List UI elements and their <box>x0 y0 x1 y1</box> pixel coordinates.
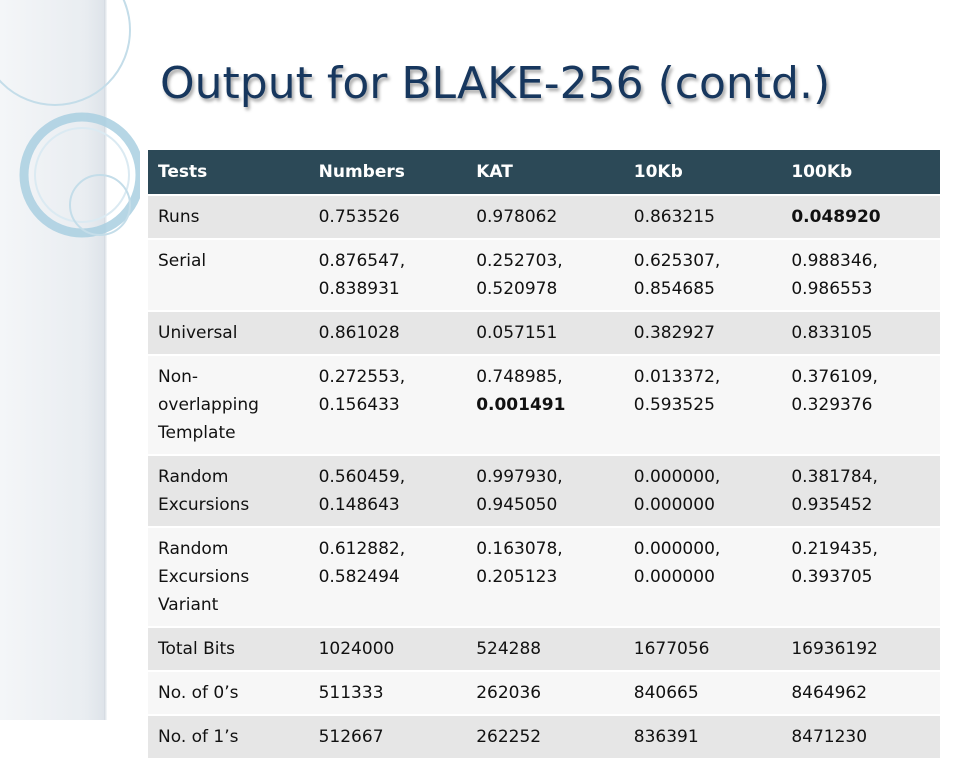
cell-10kb <box>624 311 782 355</box>
cell-line: 0.748985, <box>476 367 563 387</box>
table-row <box>148 239 940 311</box>
cell-line: 0.978062 <box>476 207 558 227</box>
cell-line: 0.863215 <box>633 207 715 227</box>
cell-100kb <box>781 311 940 355</box>
cell-line: Excursions <box>158 495 250 515</box>
cell-line: 0.252703, <box>476 251 563 271</box>
cell-line: 836391 <box>633 727 699 747</box>
cell-10kb <box>624 455 782 527</box>
cell-line: Variant <box>158 595 219 615</box>
cell-line: 0.163078, <box>476 539 563 559</box>
table-row <box>148 527 940 627</box>
cell-test <box>148 195 309 239</box>
cell-numbers <box>309 239 467 311</box>
cell-line-bold: 0.048920 <box>791 207 881 227</box>
cell-test <box>148 355 309 455</box>
cell-line: 0.156433 <box>318 395 400 415</box>
header-100kb: 100Kb <box>781 150 940 195</box>
cell-line: 512667 <box>318 727 384 747</box>
table-header-row <box>148 150 940 195</box>
cell-numbers <box>309 355 467 455</box>
cell-line: 0.997930, <box>476 467 563 487</box>
table-row <box>148 455 940 527</box>
cell-line: 0.612882, <box>318 539 406 559</box>
cell-test <box>148 455 309 527</box>
cell-test <box>148 311 309 355</box>
cell-numbers <box>309 527 467 627</box>
cell-line: 840665 <box>633 683 699 703</box>
cell-numbers <box>309 627 467 671</box>
cell-line: 0.833105 <box>791 323 873 343</box>
cell-100kb <box>781 627 940 671</box>
cell-line: 0.986553 <box>791 279 873 299</box>
cell-kat <box>466 455 624 527</box>
table-row <box>148 195 940 239</box>
table-row <box>148 311 940 355</box>
cell-numbers <box>309 715 467 758</box>
cell-10kb <box>624 627 782 671</box>
cell-line: 0.000000, <box>633 467 721 487</box>
cell-numbers <box>309 195 467 239</box>
cell-10kb <box>624 195 782 239</box>
cell-100kb <box>781 355 940 455</box>
cell-line: No. of 1’s <box>158 727 239 747</box>
cell-line: No. of 0’s <box>158 683 239 703</box>
table-row <box>148 715 940 758</box>
cell-line: 511333 <box>318 683 384 703</box>
cell-test <box>148 715 309 758</box>
cell-kat <box>466 627 624 671</box>
cell-kat <box>466 355 624 455</box>
cell-line: 0.861028 <box>318 323 400 343</box>
cell-line: 0.329376 <box>791 395 873 415</box>
results-table <box>148 150 940 758</box>
header-kat: KAT <box>466 150 624 195</box>
cell-10kb <box>624 715 782 758</box>
cell-test <box>148 527 309 627</box>
cell-line: 0.935452 <box>791 495 873 515</box>
cell-kat <box>466 311 624 355</box>
cell-line: 0.393705 <box>791 567 873 587</box>
cell-line: 0.625307, <box>633 251 721 271</box>
cell-line: 0.838931 <box>318 279 400 299</box>
cell-line: Universal <box>158 323 238 343</box>
cell-numbers <box>309 311 467 355</box>
decorative-circles <box>0 0 140 300</box>
cell-numbers <box>309 455 467 527</box>
cell-line: 0.382927 <box>633 323 715 343</box>
cell-line: 0.582494 <box>318 567 400 587</box>
cell-line: 262252 <box>476 727 542 747</box>
cell-line: 0.376109, <box>791 367 878 387</box>
cell-line: Total Bits <box>158 639 236 659</box>
decorative-ring-inner <box>35 128 129 222</box>
cell-line: 0.988346, <box>791 251 878 271</box>
cell-line: 1024000 <box>318 639 395 659</box>
cell-line: Random <box>158 539 229 559</box>
cell-line: 0.753526 <box>318 207 400 227</box>
cell-line: 8471230 <box>791 727 868 747</box>
cell-line: 0.205123 <box>476 567 558 587</box>
cell-100kb <box>781 715 940 758</box>
cell-line: 0.876547, <box>318 251 406 271</box>
cell-test <box>148 239 309 311</box>
cell-100kb <box>781 455 940 527</box>
cell-line: 0.381784, <box>791 467 878 487</box>
cell-10kb <box>624 355 782 455</box>
cell-line: 0.148643 <box>318 495 400 515</box>
decorative-ring-thick <box>24 117 140 233</box>
cell-line: 0.000000 <box>633 567 715 587</box>
cell-line: 524288 <box>476 639 542 659</box>
decorative-ring-large <box>0 0 130 105</box>
table-body <box>148 195 940 758</box>
cell-line: 0.520978 <box>476 279 558 299</box>
cell-10kb <box>624 239 782 311</box>
cell-test <box>148 627 309 671</box>
cell-kat <box>466 239 624 311</box>
cell-line: Serial <box>158 251 207 271</box>
cell-line: Runs <box>158 207 200 227</box>
cell-kat <box>466 715 624 758</box>
header-tests: Tests <box>148 150 309 195</box>
cell-line: 0.057151 <box>476 323 558 343</box>
cell-line: 1677056 <box>633 639 710 659</box>
cell-line: Random <box>158 467 229 487</box>
cell-line: 0.854685 <box>633 279 715 299</box>
header-numbers: Numbers <box>309 150 467 195</box>
cell-line: 0.560459, <box>318 467 406 487</box>
cell-line: 0.945050 <box>476 495 558 515</box>
cell-100kb <box>781 195 940 239</box>
table-row <box>148 627 940 671</box>
cell-line: 0.593525 <box>633 395 715 415</box>
cell-line: 0.000000 <box>633 495 715 515</box>
table-row <box>148 671 940 715</box>
cell-line: Non- <box>158 367 199 387</box>
cell-numbers <box>309 671 467 715</box>
cell-line: overlapping <box>158 395 259 415</box>
cell-100kb <box>781 527 940 627</box>
cell-10kb <box>624 527 782 627</box>
cell-kat <box>466 195 624 239</box>
cell-100kb <box>781 671 940 715</box>
cell-line: 16936192 <box>791 639 878 659</box>
cell-line: 8464962 <box>791 683 868 703</box>
cell-kat <box>466 527 624 627</box>
cell-line: Template <box>158 423 236 443</box>
slide-title: Output for BLAKE-256 (contd.) <box>160 58 831 109</box>
cell-line-bold: 0.001491 <box>476 395 566 415</box>
cell-100kb <box>781 239 940 311</box>
cell-kat <box>466 671 624 715</box>
table-row <box>148 355 940 455</box>
cell-line: Excursions <box>158 567 250 587</box>
header-10kb: 10Kb <box>624 150 782 195</box>
cell-test <box>148 671 309 715</box>
cell-line: 262036 <box>476 683 542 703</box>
cell-line: 0.219435, <box>791 539 878 559</box>
cell-10kb <box>624 671 782 715</box>
cell-line: 0.013372, <box>633 367 721 387</box>
cell-line: 0.272553, <box>318 367 406 387</box>
cell-line: 0.000000, <box>633 539 721 559</box>
